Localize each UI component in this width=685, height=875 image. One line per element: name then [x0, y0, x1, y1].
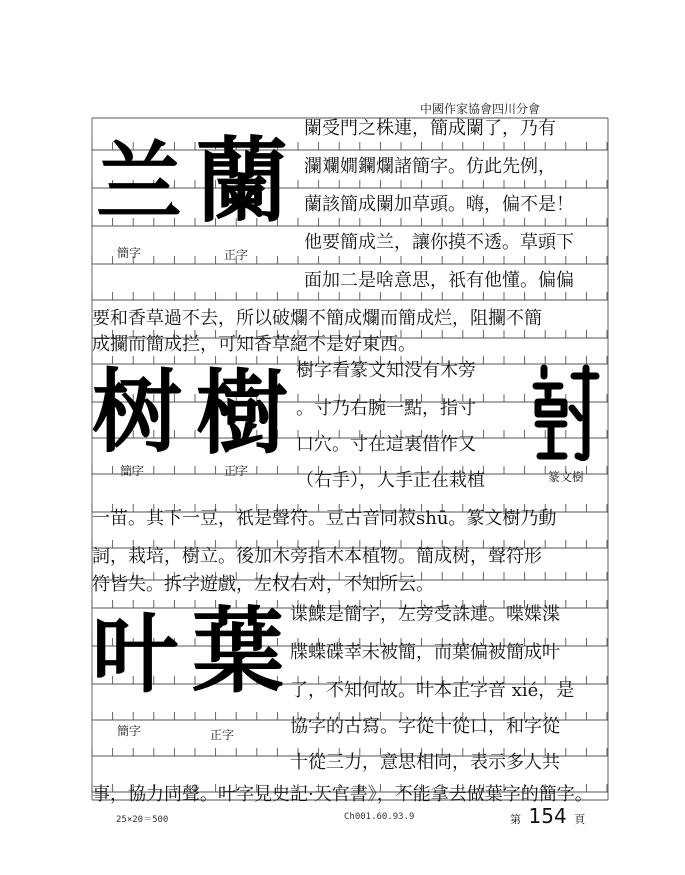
text-line: 詞，栽培，樹立。後加木旁指木本植物。簡成树，聲符形	[92, 546, 542, 567]
page-number-value: 154	[528, 804, 567, 828]
simplified-char-shu: 树	[92, 360, 182, 465]
traditional-caption: 正字	[224, 464, 249, 478]
text-line: 十從三力，意思相同，表示多人共	[290, 752, 560, 773]
text-line: 一苗。其下一豆，祇是聲符。豆古音同菽shū。篆文樹乃動	[92, 508, 557, 529]
text-line: （右手），人手正在栽植	[296, 470, 485, 491]
text-line: 口穴。寸在這裏借作又	[296, 434, 476, 455]
seal-script-shu-glyph	[530, 362, 600, 462]
simplified-char-lan: 兰	[96, 133, 182, 233]
traditional-char-ye: 葉	[192, 598, 285, 705]
page-prefix: 第	[510, 813, 521, 826]
text-line: 成攔而簡成拦，可知香草絕不是好東西。	[92, 334, 416, 355]
header-note: 中國作家協會四川分會	[420, 102, 541, 116]
text-line: 他要簡成兰，讓你摸不透。草頭下	[304, 232, 574, 253]
text-line: 面加二是啥意思，祇有他懂。偏偏	[304, 270, 574, 291]
text-line: 瀾斕嫺鑭爛諸簡字。仿此先例，	[304, 156, 556, 177]
simplified-caption: 簡字	[120, 464, 145, 478]
text-line: 蘭該簡成闌加草頭。嗨，偏不是！	[304, 194, 574, 215]
grid-spec: 25×20＝500	[116, 815, 169, 825]
simplified-caption: 簡字	[117, 724, 142, 738]
text-line: 樹字看篆文知没有木旁	[296, 360, 476, 381]
simplified-caption: 簡字	[117, 246, 142, 260]
text-line: 符皆失。拆字遊戲，左权右对，不知所云。	[92, 574, 434, 595]
text-line: 闌受門之株連，簡成闌了，乃有	[304, 118, 556, 139]
traditional-char-lan: 蘭	[196, 128, 289, 235]
text-line: 要和香草過不去，所以破爛不簡成爛而簡成烂，阻攔不簡	[92, 308, 542, 329]
text-line: 了，不知何故。叶本正字音 xié，是	[290, 680, 575, 701]
text-line: 牒蝶碟幸未被簡，而葉偏被簡成叶	[290, 642, 560, 663]
traditional-caption: 正字	[224, 248, 249, 262]
text-line: 谍鰈是簡字，左旁受誅連。喋媟渫	[290, 604, 560, 625]
seal-caption: 篆文樹	[548, 470, 585, 484]
paper-code: Ch001.60.93.9	[344, 812, 415, 822]
text-line: 協字的古寫。字從十從口，和字從	[290, 716, 560, 737]
traditional-char-shu: 樹	[196, 360, 289, 467]
page-suffix: 頁	[574, 813, 586, 826]
text-line: 事，協力同聲。叶字見史記·天官書》，不能拿去做葉字的簡字。	[92, 784, 593, 805]
text-line: 。寸乃右腕一點，指寸	[296, 398, 476, 419]
simplified-char-ye: 叶	[92, 605, 178, 705]
traditional-caption: 正字	[210, 728, 235, 742]
page-number	[510, 804, 585, 828]
